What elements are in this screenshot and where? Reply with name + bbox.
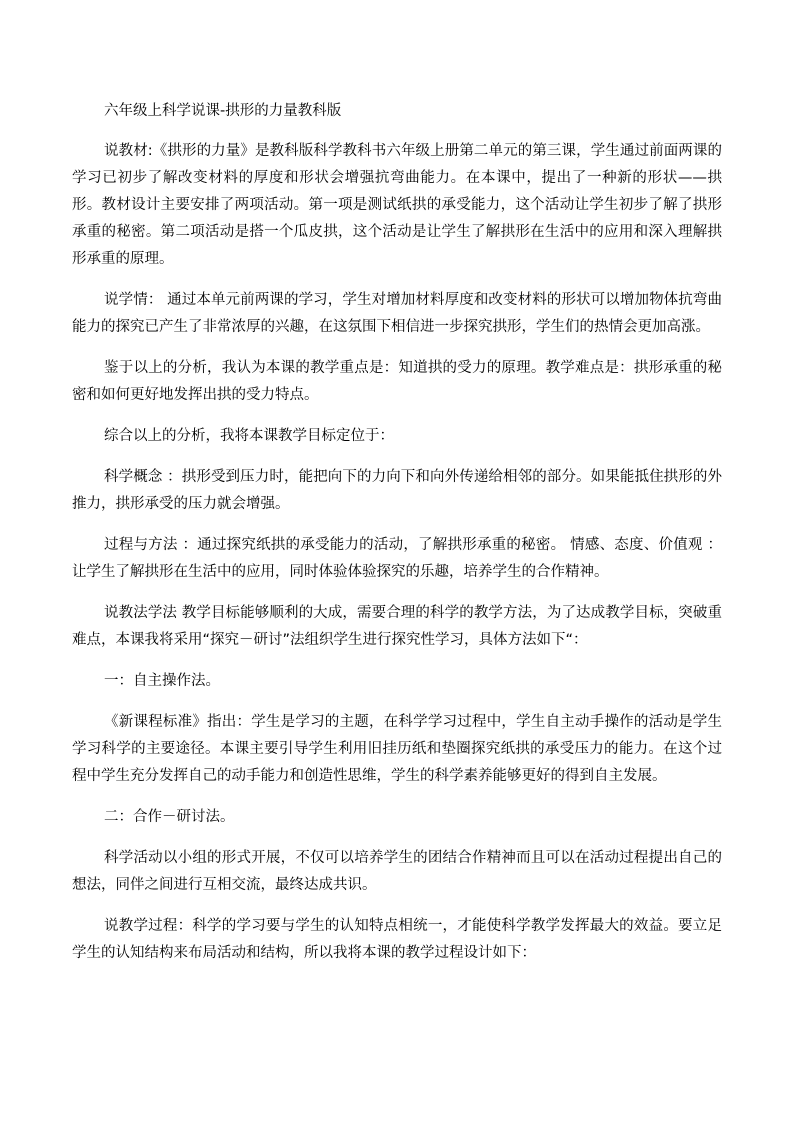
paragraph-method-two: 科学活动以小组的形式开展，不仅可以培养学生的团结合作精神而且可以在活动过程提出自己的想法，同伴之间进行互相交流，最终达成共识。: [72, 850, 722, 893]
paragraph-method-two-heading: 二：合作－研讨法。: [104, 809, 235, 825]
paragraph-science-concept: 科学概念 ：拱形受到压力时，能把向下的力向下和向外传递给相邻的部分。如果能抵住拱形的外推力，拱形承受的压力就会增强。: [72, 469, 722, 512]
paragraph-process-method: 过程与方法 ：通过探究纸拱的承受能力的活动，了解拱形承重的秘密。 情感、态度、价值观 ：让学生了解拱形在生活中的应用，同时体验体验探究的乐趣，培养学生的合作精神。: [72, 537, 722, 580]
paragraph-textbook: 说教材:《拱形的力量》是教科版科学教科书六年级上册第二单元的第三课，学生通过前面两课的学习已初步了解改变材料的厚度和形状会增强抗弯曲能力。在本课中，提出了一种新的形状——拱形。教材设计主要安排了两项活动。第一项是测试纸拱的承受能力，这个活动让学生初步了解了拱形承重的秘密。第二项活动是搭一个瓜皮拱，这个活动是让学生了解拱形在生活中的应用和深入理解拱形承重的原理。: [72, 143, 722, 267]
paragraph-key-points: 鉴于以上的分析，我认为本课的教学重点是：知道拱的受力的原理。教学难点是：拱形承重的秘密和如何更好地发挥出拱的受力特点。: [72, 360, 722, 403]
paragraph-method-one: 《新课程标准》指出：学生是学习的主题，在科学学习过程中，学生自主动手操作的活动是学生学习科学的主要途径。本课主要引导学生利用旧挂历纸和垫圈探究纸拱的承受压力的能力。在这个过程中学生充分发挥自己的动手能力和创造性思维，学生的科学素养能够更好的得到自主发展。: [72, 714, 722, 784]
paragraph-teaching-method: 说教法学法 教学目标能够顺利的大成，需要合理的科学的教学方法，为了达成教学目标，突破重难点，本课我将采用“探究－研讨”法组织学生进行探究性学习，具体方法如下“：: [72, 605, 722, 648]
paragraph-students: 说学情： 通过本单元前两课的学习，学生对增加材料厚度和改变材料的形状可以增加物体抗弯曲能力的探究已产生了非常浓厚的兴趣，在这氛围下相信进一步探究拱形，学生们的热情会更加高涨。: [72, 292, 722, 335]
paragraph-method-one-heading: 一：自主操作法。: [104, 673, 220, 689]
document-body: [72, 138, 722, 981]
paragraph-objectives-intro: 综合以上的分析，我将本课教学目标定位于：: [104, 428, 394, 444]
paragraph-teaching-process: 说教学过程：科学的学习要与学生的认知特点相统一，才能使科学教学发挥最大的效益。要立足学生的认知结构来布局活动和结构，所以我将本课的教学过程设计如下：: [72, 918, 722, 961]
document-title: 六年级上科学说课-拱形的力量教科版: [104, 103, 342, 119]
